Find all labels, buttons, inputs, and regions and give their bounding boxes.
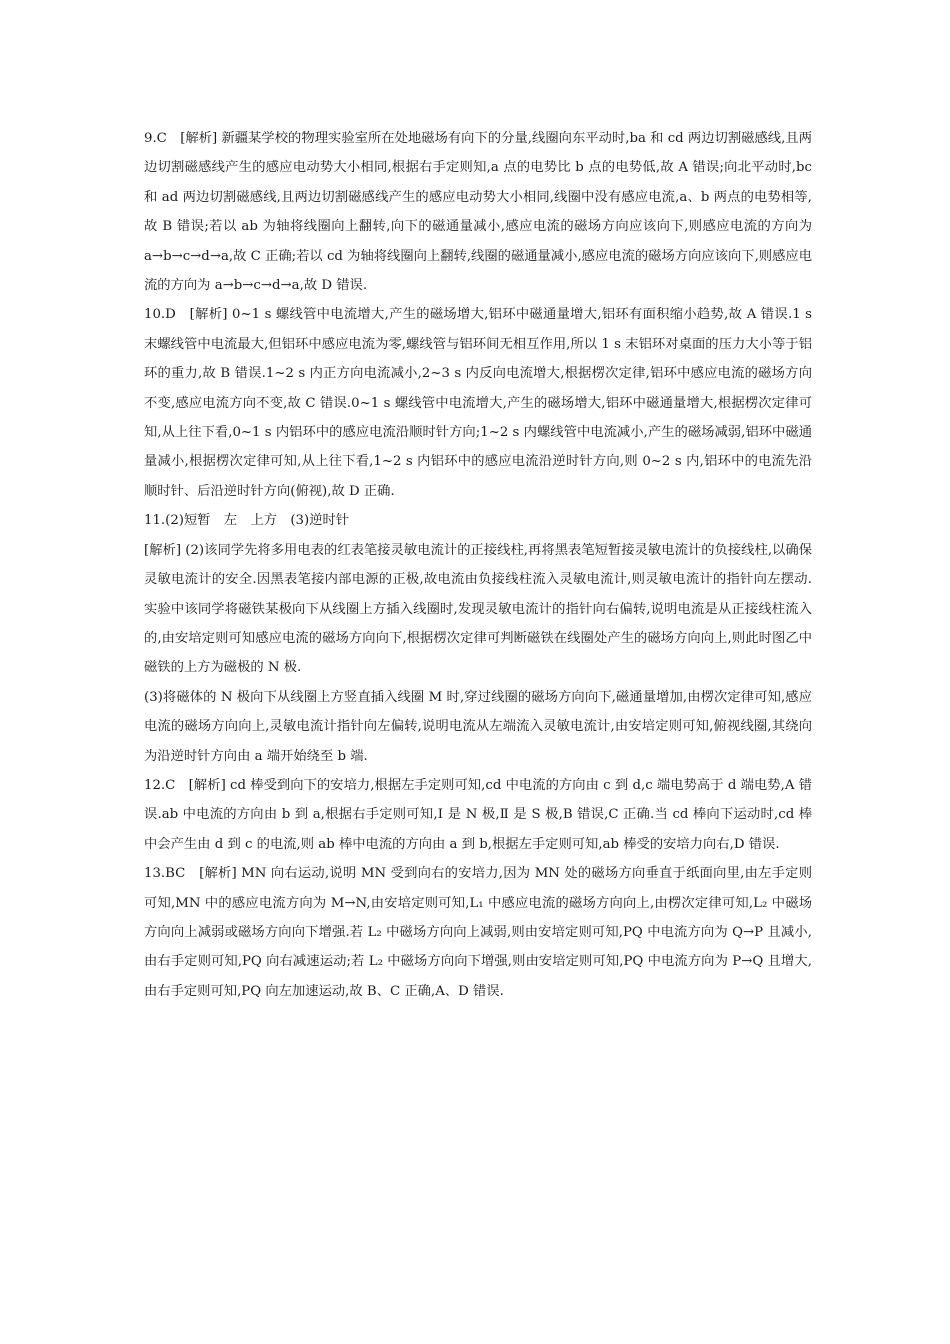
answer-q11: 11.(2)短暂 左 上方 (3)逆时针 <box>144 513 350 529</box>
answer-q10: 10.D [解析] 0~1 s 螺线管中电流增大,产生的磁场增大,铝环中磁通量增大,铝环有面积缩小趋势,故 A 错误.1 s 末螺线管中电流最大,但铝环中感应电流为零,螺线管与铝环间无相互作用,所以 1 s 末铝环对桌面的压力大小等于铝环的重力,故 B 错误.1~2 s 内正方向电流减小,2~3 s 内反向电流增大,根据楞次定律,铝环中感应电流的磁场方向不变,感应电流方向不变,故 C 错误.0~1 s 螺线管中电流增大,产生的磁场增大,铝环中磁通量增大,根据楞次定律可知,从上往下看,0~1 s 内铝环中的感应电流沿顺时针方向;1~2 s 内螺线管中电流减小,产生的磁场减弱,铝环中磁通量减小,根据楞次定律可知,从上往下看,1~2 s 内铝环中的感应电流沿逆时针方向,则 0~2 s 内,铝环中的电流先沿顺时针、后沿逆时针方向(俯视),故 D 正确. <box>144 307 812 499</box>
answer-q9: 9.C [解析] 新疆某学校的物理实验室所在处地磁场有向下的分量,线圈向东平动时,ba 和 cd 两边切割磁感线,且两边切割磁感线产生的感应电动势大小相同,根据右手定则知,a 点的电势比 b 点的电势低,故 A 错误;向北平动时,bc 和 ad 两边切割磁感线,且两边切割磁感线产生的感应电动势大小相同,线圈中没有感应电流,a、b 两点的电势相等,故 B 错误;若以 ab 为轴将线圈向上翻转,向下的磁通量减小,感应电流的磁场方向应该向下,则感应电流的方向为 a→b→c→d→a,故 C 正确;若以 cd 为轴将线圈向上翻转,线圈的磁通量减小,感应电流的磁场方向应该向下,则感应电流的方向为 a→b→c→d→a,故 D 错误. <box>144 131 812 294</box>
answer-q12: 12.C [解析] cd 棒受到向下的安培力,根据左手定则可知,cd 中电流的方向由 c 到 d,c 端电势高于 d 端电势,A 错误.ab 中电流的方向由 b 到 a,根据右手定则可知,Ⅰ 是 N 极,Ⅱ 是 S 极,B 错误,C 正确.当 cd 棒向下运动时,cd 棒中会产生由 d 到 c 的电流,则 ab 棒中电流的方向由 a 到 b,根据左手定则可知,ab 棒受的安培力向右,D 错误. <box>144 777 812 852</box>
analysis-q11: [解析] (2)该同学先将多用电表的红表笔接灵敏电流计的正接线柱,再将黑表笔短暂接灵敏电流计的负接线柱,以确保灵敏电流计的安全.因黑表笔接内部电源的正极,故电流由负接线柱流入灵敏电流计,则灵敏电流计的指针向左摆动.实验中该同学将磁铁某极向下从线圈上方插入线圈时,发现灵敏电流计的指针向右偏转,说明电流是从正接线柱流入的,由安培定则可知感应电流的磁场方向向下,根据楞次定律可判断磁铁在线圈处产生的磁场方向向上,则此时图乙中磁铁的上方为磁极的 N 极. <box>144 542 812 676</box>
analysis-q11-part3: (3)将磁体的 N 极向下从线圈上方竖直插入线圈 M 时,穿过线圈的磁场方向向下,磁通量增加,由楞次定律可知,感应电流的磁场方向向上,灵敏电流计指针向左偏转,说明电流从左端流入灵敏电流计,由安培定则可知,俯视线圈,其绕向为沿逆时针方向由 a 端开始绕至 b 端. <box>144 689 812 764</box>
answer-document <box>144 124 812 1006</box>
answer-q13: 13.BC [解析] MN 向右运动,说明 MN 受到向右的安培力,因为 MN 处的磁场方向垂直于纸面向里,由左手定则可知,MN 中的感应电流方向为 M→N,由安培定则可知,L₁ 中感应电流的磁场方向向上,由楞次定律可知,L₂ 中磁场方向向上减弱或磁场方向向下增强.若 L₂ 中磁场方向向上减弱,则由安培定则可知,PQ 中电流方向为 Q→P 且减小,由右手定则可知,PQ 向右减速运动;若 L₂ 中磁场方向向下增强,则由安培定则可知,PQ 中电流方向为 P→Q 且增大,由右手定则可知,PQ 向左加速运动,故 B、C 正确,A、D 错误. <box>144 866 812 999</box>
